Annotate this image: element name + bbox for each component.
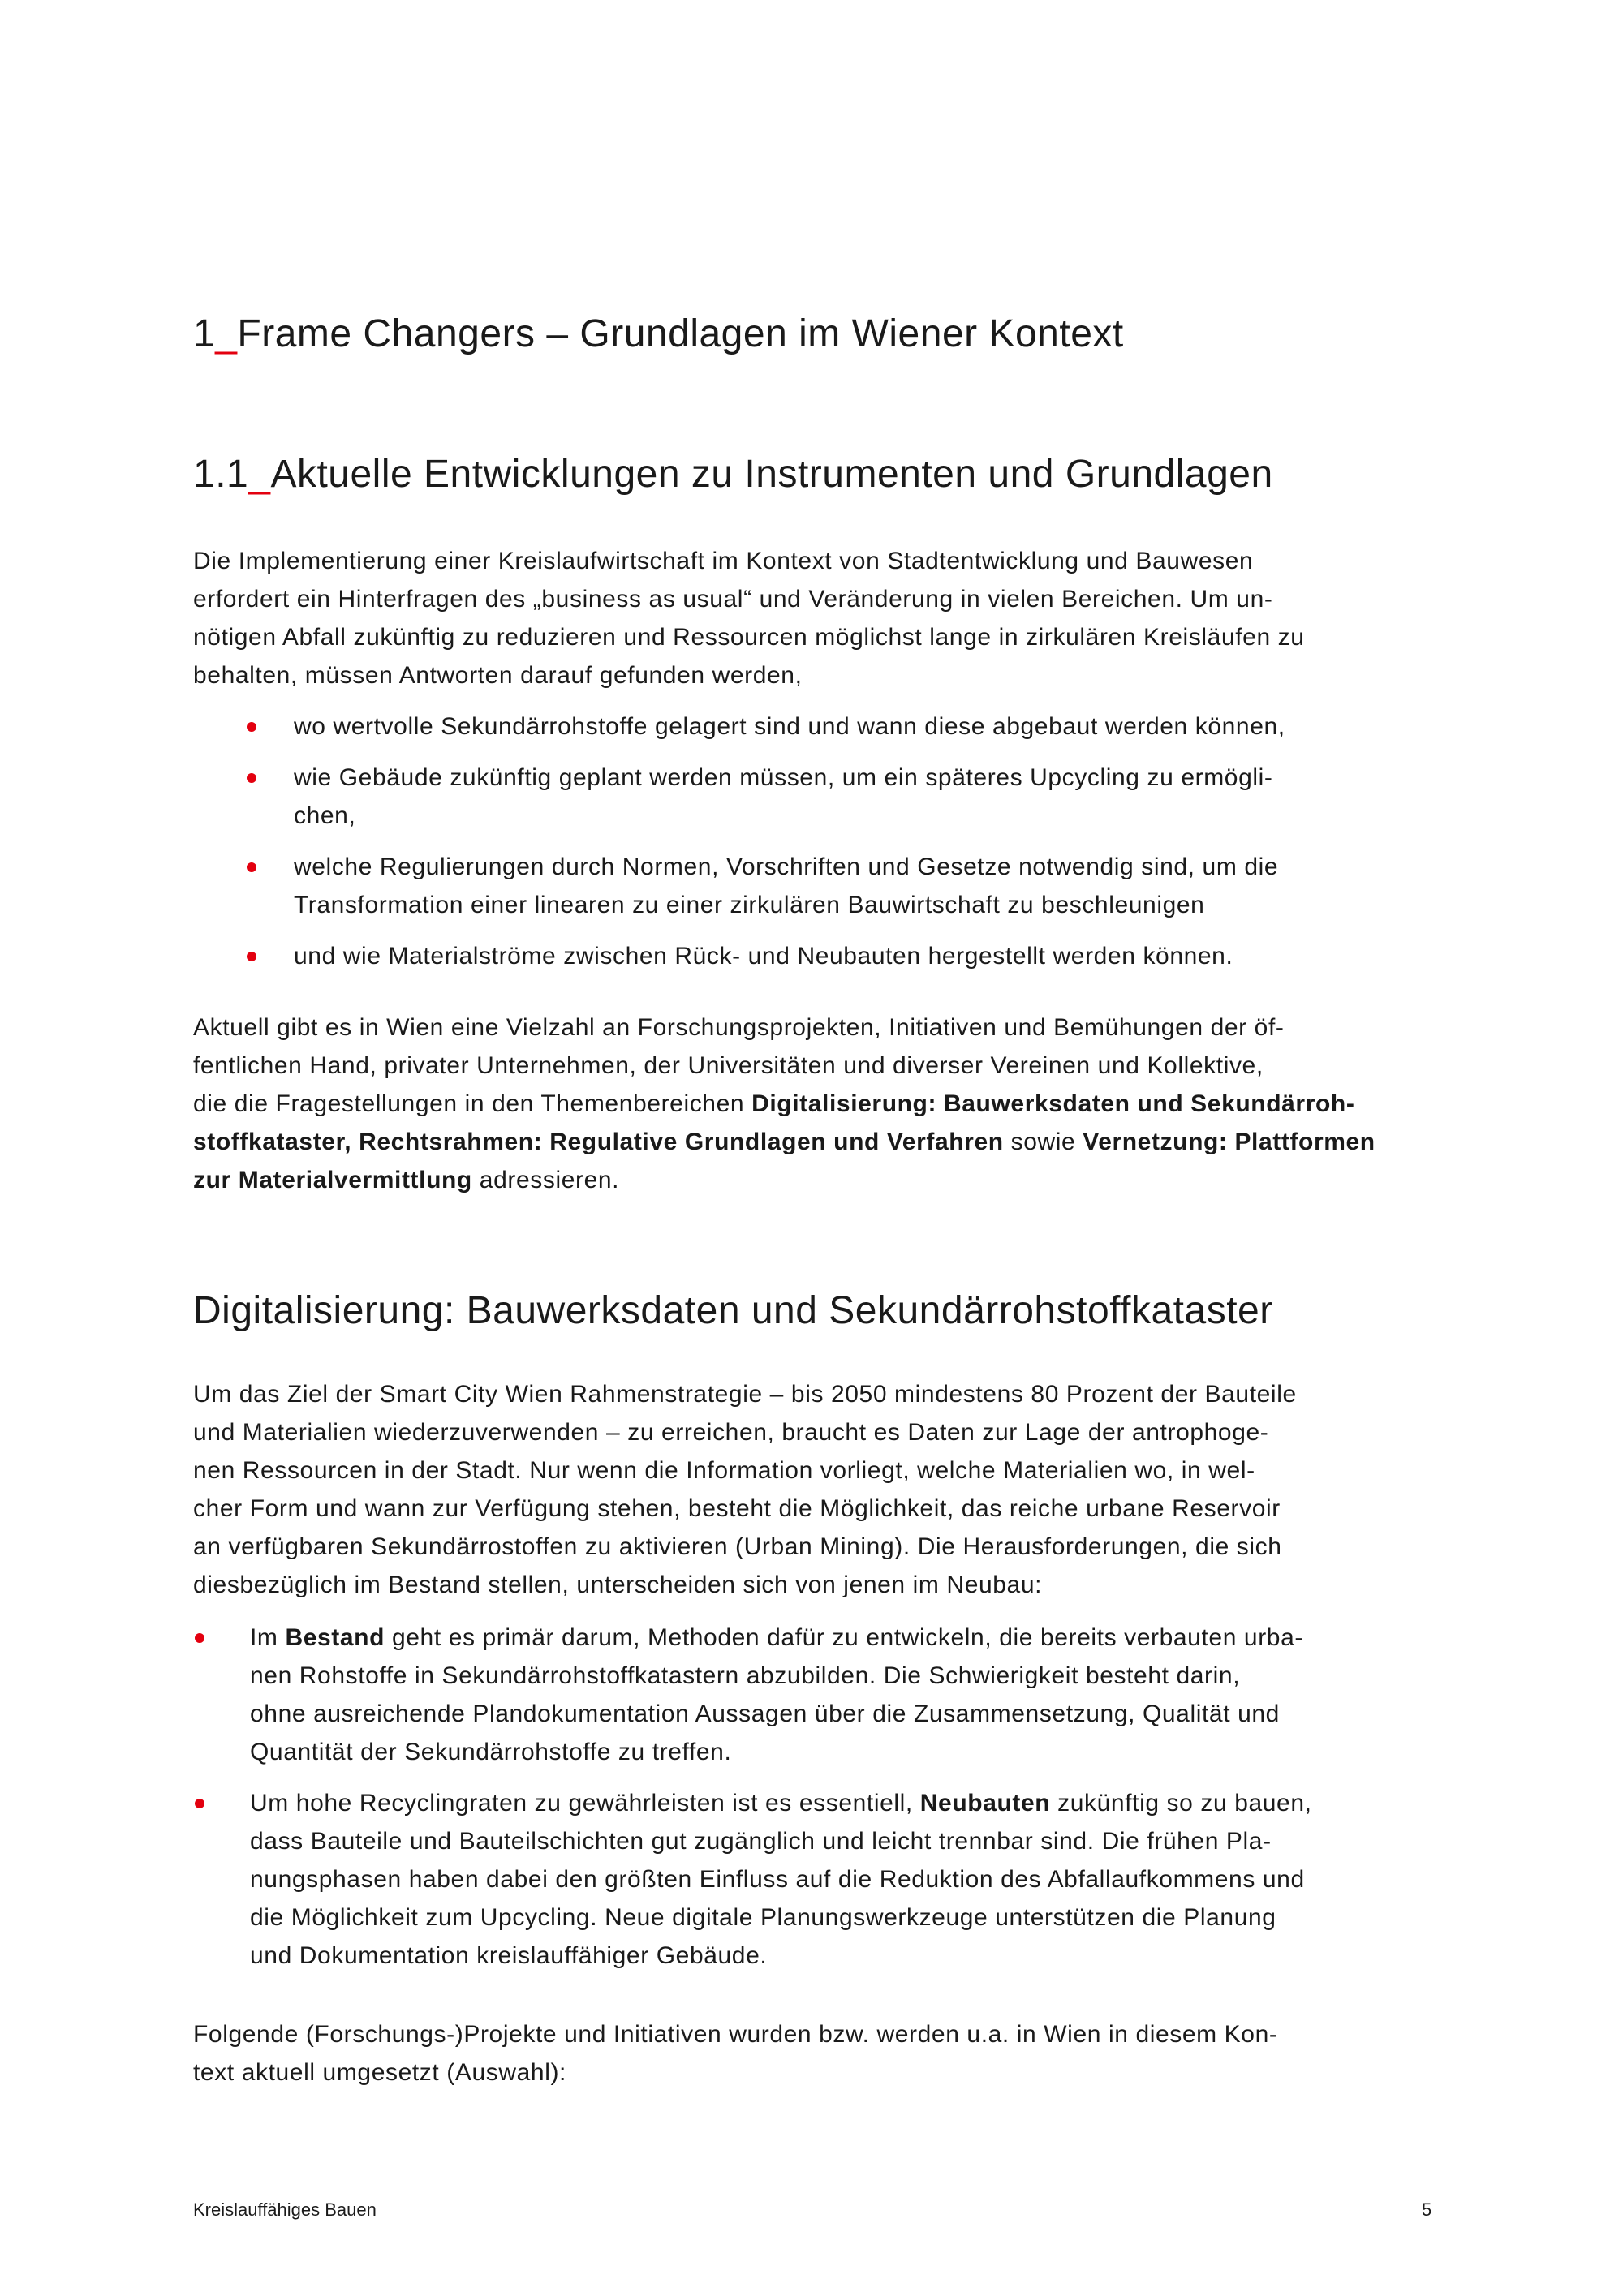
list-item: Um hohe Recyclingraten zu gewährleisten ist es essentiell, Neubauten zukünftig so zu bauen, dass Bauteile und Bauteilschichten gut zugänglich und leicht trennbar sind. Die frühen Pla- nungsphasen haben dabei den größten Einfluss auf die Reduktion des Abfallaufkommens und die Möglichkeit zum Upcycling. Neue digitale Planungswerkzeuge unterstützen die Planung und Dokumentation kreislauffähiger Gebäude.	[193, 1784, 1443, 1975]
topic-digitalisierung: Digitalisierung: Bauwerksdaten und Sekundärroh-	[751, 1090, 1355, 1117]
bullet-icon	[195, 1799, 204, 1808]
chapter-heading	[193, 310, 1124, 359]
subsection-heading: Digitalisierung: Bauwerksdaten und Sekundärrohstoffkataster	[193, 1289, 1273, 1332]
section-heading	[193, 450, 1273, 499]
list-item: Im Bestand geht es primär darum, Methoden dafür zu entwickeln, die bereits verbauten urba- nen Rohstoffe in Sekundärrohstoffkatastern abzubilden. Die Schwierigkeit besteht darin, ohne ausreichende Plandokumentation Aussagen über die Zusammensetzung, Qualität und Quantität der Sekundärrohstoffe zu treffen.	[193, 1619, 1443, 1771]
intro-paragraph: Die Implementierung einer Kreislaufwirtschaft im Kontext von Stadtentwicklung und Bauwesen erfordert ein Hinterfragen des „business as usual“ und Veränderung in vielen Bereichen. Um un- nötigen Abfall zukünftig zu reduzieren und Ressourcen möglichst lange in zirkulären Kreisläufen zu behalten, müssen Antworten darauf gefunden werden,	[193, 548, 1305, 689]
list-item: und wie Materialströme zwischen Rück- und Neubauten hergestellt werden können.	[193, 937, 1443, 975]
topic-vernetzung-cont: zur Materialvermittlung	[193, 1167, 472, 1193]
bullet-icon	[195, 1633, 204, 1643]
topic-digitalisierung-cont: stoffkataster	[193, 1129, 345, 1155]
keyword-bestand: Bestand	[285, 1624, 385, 1651]
following-paragraph: Folgende (Forschungs-)Projekte und Initiativen wurden bzw. werden u.a. in Wien in diesem Kon- text aktuell umgesetzt (Auswahl):	[193, 2021, 1278, 2086]
footer-title: Kreislauffähiges Bauen	[193, 2199, 377, 2220]
challenge-list	[193, 1619, 1443, 1975]
list-item: wie Gebäude zukünftig geplant werden müssen, um ein späteres Upcycling zu ermögli- chen,	[193, 759, 1443, 835]
keyword-neubauten: Neubauten	[919, 1790, 1051, 1817]
topic-vernetzung: Vernetzung: Plattformen	[1083, 1129, 1375, 1155]
list-item: wo wertvolle Sekundärrohstoffe gelagert sind und wann diese abgebaut werden können,	[193, 707, 1443, 746]
bullet-icon	[247, 773, 256, 783]
chapter-number: 1	[193, 312, 216, 355]
topic-rechtsrahmen: Rechtsrahmen: Regulative Grundlagen und Verfahren	[359, 1129, 1004, 1155]
question-list	[193, 707, 1443, 975]
heading-underscore: _	[215, 312, 238, 355]
bullet-icon	[247, 862, 256, 872]
section-number: 1.1	[193, 453, 249, 496]
bullet-icon	[247, 722, 256, 732]
page-number: 5	[1422, 2199, 1432, 2220]
section-title: Aktuelle Entwicklungen zu Instrumenten und Grundlagen	[270, 453, 1273, 496]
bullet-icon	[247, 952, 256, 961]
current-projects-paragraph: Aktuell gibt es in Wien eine Vielzahl an Forschungsprojekten, Initiativen und Bemühungen der öf- fentlichen Hand, privater Unternehmen, der Universitäten und diverser Vereinen und Kollektive, die die Fragestellungen in den Themenbereichen Digitalisierung: Bauwerksdaten und Sekundärroh- stoffkataster, Rechtsrahmen: Regulative Grundlagen und Verfahren sowie Vernetzung: Plattformen zur Materialvermittlung adressieren.	[193, 1014, 1375, 1193]
heading-underscore: _	[248, 453, 271, 496]
smartcity-paragraph: Um das Ziel der Smart City Wien Rahmenstrategie – bis 2050 mindestens 80 Prozent der Bauteile und Materialien wiederzuverwenden – zu erreichen, braucht es Daten zur Lage der antrophoge- nen Ressourcen in der Stadt. Nur wenn die Information vorliegt, welche Materialien wo, in wel- cher Form und wann zur Verfügung stehen, besteht die Möglichkeit, das reiche urbane Reservoir an verfügbaren Sekundärrostoffen zu aktivieren (Urban Mining). Die Herausforderungen, die sich diesbezüglich im Bestand stellen, unterscheiden sich von jenen im Neubau:	[193, 1381, 1297, 1598]
chapter-title: Frame Changers – Grundlagen im Wiener Kontext	[237, 312, 1124, 355]
list-item: welche Regulierungen durch Normen, Vorschriften und Gesetze notwendig sind, um die Transformation einer linearen zu einer zirkulären Bauwirtschaft zu beschleunigen	[193, 848, 1443, 924]
